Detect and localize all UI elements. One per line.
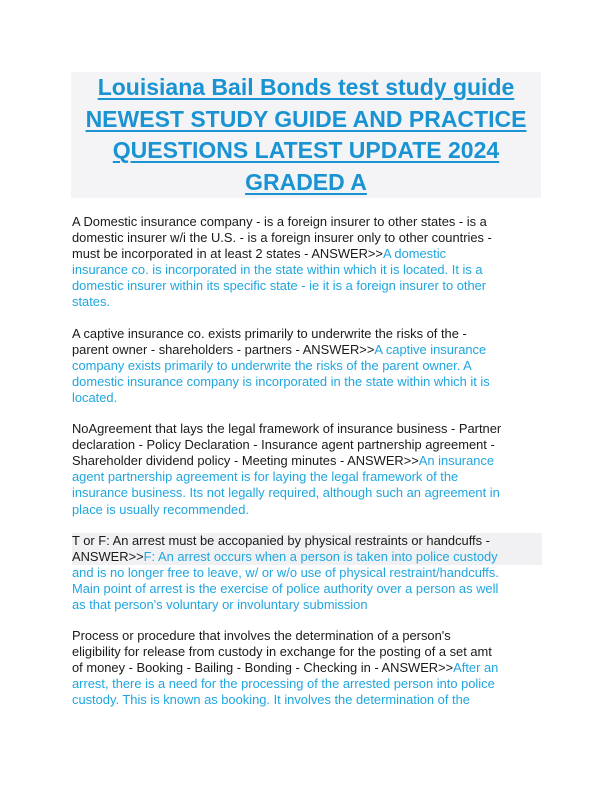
answer-text: After an [453,660,499,676]
qa-line [72,437,542,453]
answer-text: domestic insurer within its specific state - ie it is a foreign insurer to other [72,278,487,294]
qa-line [72,533,542,549]
question-text: declaration - Policy Declaration - Insurance agent partnership agreement - [72,437,495,453]
qa-line [72,262,542,278]
document-body [72,214,542,724]
qa-line [72,358,542,374]
qa-line [72,230,542,246]
qa-line [72,453,542,469]
question-text: parent owner - shareholders - partners - ANSWER>> [72,341,375,357]
question-text: must be incorporated in at least 2 states - ANSWER>> [72,246,383,262]
qa-item [72,421,542,518]
qa-line [72,214,542,230]
question-text: eligibility for release from custody in exchange for the posting of a set amt [72,644,492,660]
answer-text: F: An arrest occurs when a person is taken into police custody [143,548,498,564]
answer-text: A domestic [382,246,447,262]
question-text: NoAgreement that lays the legal framework of insurance business - Partner [72,421,502,437]
answer-text: place is usually recommended. [72,501,249,517]
qa-line [72,390,542,406]
question-text: Process or procedure that involves the determination of a person's [72,628,451,644]
title-line: Louisiana Bail Bonds test study guide [97,74,515,100]
answer-text: Main point of arrest is the exercise of police authority over a person as well [72,580,499,596]
qa-line [72,421,542,437]
answer-text: insurance co. is incorporated in the state within which it is located. It is a [72,262,483,278]
qa-item [72,214,542,311]
qa-line [72,549,542,565]
title-line: GRADED A [245,168,367,195]
qa-item [72,628,542,708]
qa-line [72,565,542,581]
qa-item [72,326,542,406]
qa-line [72,469,542,485]
answer-text: agent partnership agreement is for laying the legal framework of the [72,469,459,485]
qa-line [72,485,542,501]
answer-text: located. [72,389,118,405]
title-line: QUESTIONS LATEST UPDATE 2024 [112,137,500,163]
answer-text: as that person's voluntary or involuntary submission [72,596,368,612]
question-text: A captive insurance co. exists primarily to underwrite the risks of the - [72,325,467,341]
qa-line [72,502,542,518]
document-title[interactable] [71,72,541,198]
question-text: T or F: An arrest must be accopanied by physical restraints or handcuffs - [72,532,490,548]
answer-text: company exists primarily to underwrite the risks of the parent owner. A [72,357,472,373]
qa-line [72,246,542,262]
answer-text: custody. This is known as booking. It involves the determination of the [72,692,470,708]
answer-text: A captive insurance [374,341,487,357]
qa-line [72,628,542,644]
answer-text: arrest, there is a need for the processing of the arrested person into police [72,676,495,692]
qa-line [72,692,542,708]
answer-text: and is no longer free to leave, w/ or w/o use of physical restraint/handcuffs. [72,564,499,580]
qa-line [72,597,542,613]
qa-line [72,644,542,660]
question-text: Shareholder dividend policy - Meeting minutes - ANSWER>> [72,453,419,469]
qa-line [72,342,542,358]
answer-text: An insurance [418,453,495,469]
qa-line [72,374,542,390]
qa-line [72,660,542,676]
question-text: domestic insurer w/i the U.S. - is a foreign insurer only to other countries - [72,230,492,246]
question-text: of money - Booking - Bailing - Bonding - Checking in - ANSWER>> [72,660,454,676]
title-line: NEWEST STUDY GUIDE AND PRACTICE [85,105,527,132]
qa-line [72,581,542,597]
qa-line [72,676,542,692]
question-text: ANSWER>> [72,548,144,564]
answer-text: insurance business. Its not legally required, although such an agreement in [72,485,500,501]
qa-line [72,294,542,310]
answer-text: states. [72,294,110,310]
qa-line [72,278,542,294]
question-text: A Domestic insurance company - is a foreign insurer to other states - is a [72,214,487,229]
answer-text: domestic insurance company is incorporated in the state within which it is [72,373,490,389]
qa-line [72,326,542,342]
qa-item [72,533,542,613]
